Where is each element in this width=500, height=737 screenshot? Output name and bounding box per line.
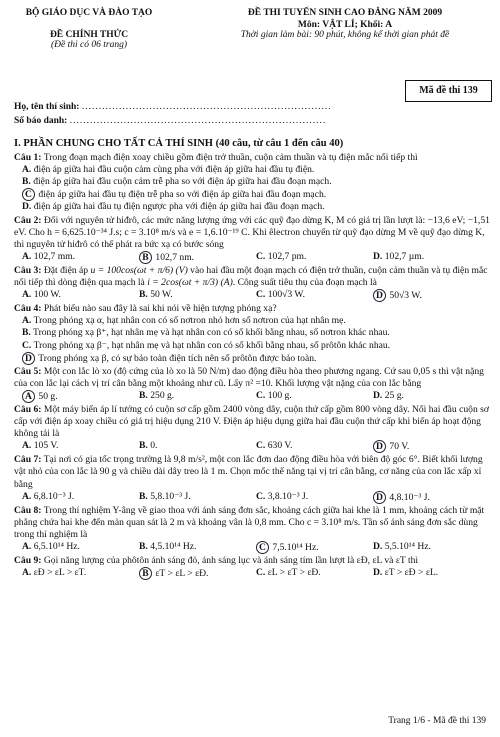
option-text: 105 V. [33, 440, 59, 452]
option-text: điện áp giữa hai đầu tụ điện trễ pha so với điện áp giữa hai đầu đoạn mạch. [38, 189, 327, 201]
option-d: D. 25 g. [373, 389, 404, 401]
question-6 [14, 404, 490, 453]
options-row [14, 491, 490, 504]
option-text: Trong phóng xạ β⁻, hạt nhân mẹ và hạt nhân con có số khối bằng nhau, số prôtôn khác nhau. [33, 339, 391, 351]
option-text: 100√3 W. [267, 289, 305, 301]
answer-circle: C [256, 541, 269, 554]
question-number: Câu 5: [14, 365, 42, 377]
answer-circle: D [373, 491, 386, 504]
question-number: Câu 8: [14, 504, 42, 516]
answer-circle: D [22, 352, 35, 365]
option-c: C. Trong phóng xạ β⁻, hạt nhân mẹ và hạt nhân con có số khối bằng nhau, số prôtôn khác nhau. [22, 339, 391, 351]
question-number: Câu 2: [14, 214, 42, 226]
option-b [139, 251, 256, 264]
question-number: Câu 7: [14, 454, 42, 466]
exam-code-box: Mã đề thi 139 [405, 80, 492, 102]
question-text: Tại nơi có gia tốc trọng trường là 9,8 m/s², một con lắc đơn dao động điều hòa với biên độ góc 6°. Biết khối lượng vật nhỏ của con lắc là 90 g và chiều dài dây treo là 1 m. Chọn mốc thế năng tại vị trí cân bằng, cơ năng của con lắc xấp xỉ bằng [14, 454, 483, 490]
option-b: B. Trong phóng xạ β⁺, hạt nhân mẹ và hạt nhân con có số khối bằng nhau, số nơtron khác nhau. [22, 327, 390, 339]
voltage-formula: u = 100cos(ωt + π/6) (V) [90, 264, 188, 276]
option-b: B. 5,8.10⁻³ J. [139, 490, 191, 502]
option-text: 7,5.10¹⁴ Hz. [272, 542, 319, 553]
question-number: Câu 9: [14, 555, 42, 567]
option-c: C. 102,7 pm. [256, 250, 307, 262]
option-text: 100 g. [267, 389, 292, 401]
option-text: εĐ > εL > εT. [33, 567, 87, 579]
option-text: εL > εT > εĐ. [267, 567, 321, 579]
questions [14, 138, 490, 580]
option-d [373, 440, 490, 453]
option-d [14, 352, 490, 365]
option-a: A. 100 W. [22, 289, 61, 301]
exam-title: ĐỀ THI TUYỂN SINH CAO ĐẲNG NĂM 2009 [247, 8, 443, 18]
option-c: C. εL > εT > εĐ. [256, 567, 321, 579]
option-a: A. 6,5.10¹⁴ Hz. [22, 541, 80, 552]
option-a: A. 6,8.10⁻³ J. [22, 490, 75, 502]
question-text: Trong đoạn mạch điện xoay chiều gồm điện trở thuần, cuộn cảm thuần và tụ điện mắc nối tiếp thì [43, 152, 418, 164]
option-text: điện áp giữa hai đầu cuộn cảm trễ pha so với điện áp giữa hai đầu đoạn mạch. [33, 176, 332, 188]
option-c: C. 3,8.10⁻³ J. [256, 490, 309, 502]
option-text: 250 g. [150, 389, 175, 401]
option-text: 50 g. [38, 390, 58, 402]
option-text: 102,7 µm. [384, 250, 425, 262]
option-a: A. điện áp giữa hai đầu cuộn cảm cùng pha với điện áp giữa hai đầu tụ điện. [22, 164, 315, 176]
option-d: D. εT > εĐ > εL. [373, 567, 439, 579]
options-row [14, 390, 490, 403]
question-text: vào hai đầu một đoạn mạch có điện trở thuần, cuộn cảm thuần và tụ điện mắc nối tiếp thì dòng điện qua mạch là [14, 264, 488, 289]
answer-circle: D [373, 440, 386, 453]
option-text: 630 V. [267, 440, 293, 452]
option-a: A. 102,7 mm. [22, 250, 76, 262]
options-row [14, 541, 490, 554]
option-text: 102,7 mm. [33, 250, 76, 262]
option-text: εT > εL > εĐ. [155, 568, 209, 580]
option-text: Trong phóng xạ α, hạt nhân con có số nơtron nhỏ hơn số nơtron của hạt nhân mẹ. [33, 315, 346, 327]
question-3 [14, 265, 490, 302]
question-number: Câu 3: [14, 264, 42, 276]
option-b: B. 50 W. [139, 289, 173, 301]
official-label: ĐỀ CHÍNH THỨC [49, 30, 129, 40]
option-text: 0. [150, 440, 158, 452]
option-text: 4,8.10⁻³ J. [389, 491, 430, 503]
question-number: Câu 4: [14, 303, 42, 315]
option-text: 3,8.10⁻³ J. [267, 490, 309, 502]
question-4 [14, 303, 490, 364]
option-b [139, 567, 256, 580]
option-text: 100 W. [33, 289, 61, 301]
question-text: . Công suất tiêu thụ của đoạn mạch là [232, 277, 377, 289]
ministry-name: BỘ GIÁO DỤC VÀ ĐÀO TẠO [25, 8, 153, 18]
option-d: D. 102,7 µm. [373, 250, 425, 262]
name-label: Họ, tên thí sinh: [14, 102, 80, 112]
options-row [14, 251, 490, 264]
option-c: C. 630 V. [256, 440, 293, 452]
option-text: 6,8.10⁻³ J. [33, 490, 75, 502]
answer-circle: A [22, 390, 35, 403]
option-text: 70 V. [389, 441, 410, 453]
name-dots: .......................................................................... [81, 102, 332, 112]
option-text: Trong phóng xạ β, có sự bảo toàn điện tích nên số prôtôn được bảo toàn. [38, 352, 317, 364]
question-number: Câu 1: [14, 152, 42, 164]
option-b: B. 250 g. [139, 389, 175, 401]
answer-circle: C [22, 188, 35, 201]
option-text: 5,5.10¹⁴ Hz. [384, 541, 431, 552]
option-b: B. 4,5.10¹⁴ Hz. [139, 541, 197, 552]
question-5 [14, 366, 490, 403]
options-row [14, 289, 490, 302]
option-c: C. 100√3 W. [256, 289, 305, 301]
option-c [14, 188, 490, 201]
current-formula: i = 2cos(ωt + π/3) (A) [147, 277, 233, 289]
question-number: Câu 6: [14, 403, 42, 415]
answer-circle: B [139, 251, 152, 264]
option-text: Trong phóng xạ β⁺, hạt nhân mẹ và hạt nhân con có số khối bằng nhau, số nơtron khác nhau. [33, 327, 390, 339]
option-b: B. 0. [139, 440, 158, 452]
option-b: B. điện áp giữa hai đầu cuộn cảm trễ pha so với điện áp giữa hai đầu đoạn mạch. [22, 176, 332, 188]
answer-circle: B [139, 567, 152, 580]
option-d: D. điện áp giữa hai đầu tụ điện ngược pha với điện áp giữa hai đầu đoạn mạch. [22, 201, 325, 213]
question-text: Phát biểu nào sau đây là sai khi nói về hiện tượng phóng xạ? [43, 303, 277, 315]
question-1 [14, 152, 490, 213]
options-row [14, 567, 490, 580]
option-text: điện áp giữa hai đầu tụ điện ngược pha với điện áp giữa hai đầu đoạn mạch. [33, 201, 325, 213]
options-row [14, 440, 490, 453]
option-text: 50√3 W. [389, 290, 422, 302]
option-a [22, 390, 139, 403]
option-text: 6,5.10¹⁴ Hz. [33, 541, 80, 552]
question-8 [14, 505, 490, 554]
option-c [256, 541, 373, 554]
option-text: 102,7 pm. [267, 250, 307, 262]
page-footer: Trang 1/6 - Mã đề thi 139 [388, 716, 486, 726]
exam-subject: Môn: VẬT LÍ; Khối: A [297, 20, 393, 30]
question-text: Gọi năng lượng của phôtôn ánh sáng đỏ, ánh sáng lục và ánh sáng tím lần lượt là εĐ, εL và εT thì [43, 555, 419, 567]
option-c: C. 100 g. [256, 389, 292, 401]
option-d [373, 289, 490, 302]
option-text: điện áp giữa hai đầu cuộn cảm cùng pha với điện áp giữa hai đầu tụ điện. [33, 164, 315, 176]
candidate-fields [14, 102, 332, 130]
question-7 [14, 454, 490, 503]
option-text: 5,8.10⁻³ J. [150, 490, 191, 502]
header-right [200, 8, 490, 40]
option-text: 102,7 nm. [155, 251, 195, 263]
option-a: A. Trong phóng xạ α, hạt nhân con có số nơtron nhỏ hơn số nơtron của hạt nhân mẹ. [22, 315, 346, 327]
id-label: Số báo danh: [14, 116, 68, 126]
question-text: Một con lắc lò xo (độ cứng của lò xo là 50 N/m) dao động điều hòa theo phương ngang. Cứ sau 0,05 s thì vật nặng của con lắc lại cách vị trí cân bằng một khoảng như cũ. Lấy π² =10. Khối lượng vật nặng của con lắc bằng [14, 365, 484, 389]
header-left [14, 8, 164, 50]
question-text: Đối với nguyên tử hiđrô, các mức năng lượng ứng với các quỹ đạo dừng K, M có giá trị lần lượt là: −13,6 eV; −1,51 eV. Cho h = 6,625.10⁻³⁴ J.s; c = 3.10⁸ m/s và e = 1,6.10⁻¹⁹ C. Khi êlectron chuyển từ quỹ đạo dừng M về quỹ đạo dừng K, thì nguyên tử hiđrô có thể phát ra bức xạ có bước sóng [14, 214, 490, 250]
question-text: Một máy biến áp lí tưởng có cuộn sơ cấp gồm 2400 vòng dây, cuộn thứ cấp gồm 800 vòng dây. Nối hai đầu cuộn sơ cấp với điện áp xoay chiều có giá trị hiệu dụng 210 V. Điện áp hiệu dụng giữa hai đầu cuộn thứ cấp khi biến áp hoạt động không tải là [14, 403, 489, 440]
question-text: Đặt điện áp [43, 264, 89, 276]
question-text: Trong thí nghiệm Y-âng về giao thoa với ánh sáng đơn sắc, khoảng cách giữa hai khe là 1 mm, khoảng cách từ mặt phẳng chứa hai khe đến màn quan sát là 2 m và khoảng vân là 0,8 mm. Cho c = 3.10⁸ m/s. Tần số ánh sáng đơn sắc dùng trong thí nghiệm là [14, 504, 485, 540]
option-text: 4,5.10¹⁴ Hz. [150, 541, 197, 552]
pages-note: (Đề thi có 06 trang) [51, 40, 127, 50]
option-text: 25 g. [384, 389, 404, 401]
option-text: εT > εĐ > εL. [384, 567, 439, 579]
question-9 [14, 555, 490, 580]
exam-time: Thời gian làm bài: 90 phút, không kể thời gian phát đề [240, 30, 450, 40]
id-dots: ............................................................................ [69, 116, 327, 126]
answer-circle: D [373, 289, 386, 302]
option-a: A. 105 V. [22, 440, 59, 452]
option-d [373, 491, 490, 504]
option-d: D. 5,5.10¹⁴ Hz. [373, 541, 431, 552]
question-2 [14, 215, 490, 264]
option-text: 50 W. [150, 289, 173, 301]
section-title: I. PHẦN CHUNG CHO TẤT CẢ THÍ SINH (40 câu, từ câu 1 đến câu 40) [14, 138, 344, 149]
option-a: A. εĐ > εL > εT. [22, 567, 87, 579]
